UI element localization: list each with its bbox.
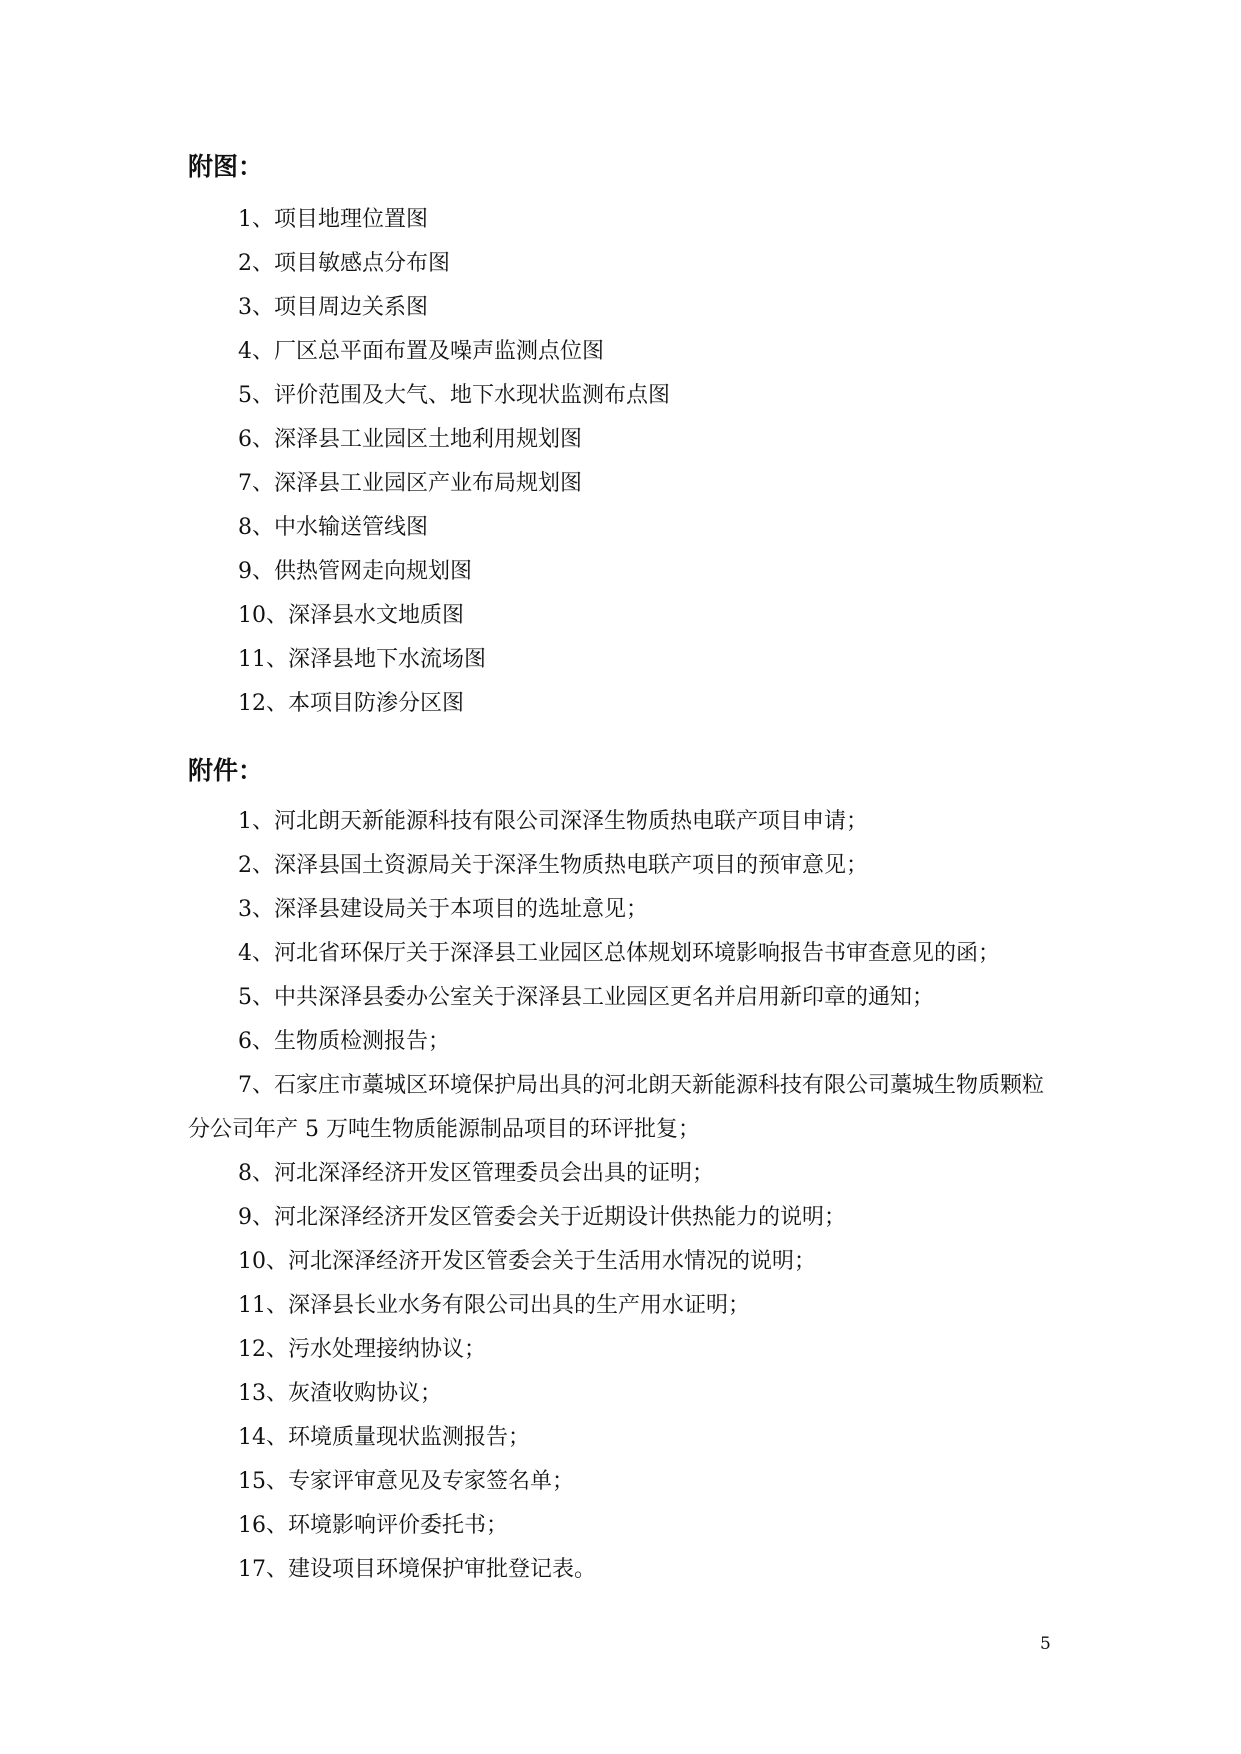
attachment-item: 15、专家评审意见及专家签名单；: [238, 1469, 574, 1494]
attachment-item: 17、建设项目环境保护审批登记表。: [238, 1557, 596, 1582]
figure-item: 6、深泽县工业园区土地利用规划图: [238, 427, 582, 452]
attachment-item: 14、环境质量现状监测报告；: [238, 1425, 530, 1450]
figure-item: 9、供热管网走向规划图: [238, 559, 472, 584]
figure-item: 8、中水输送管线图: [238, 515, 428, 540]
figure-item: 5、评价范围及大气、地下水现状监测布点图: [238, 383, 670, 408]
figure-item: 7、深泽县工业园区产业布局规划图: [238, 471, 582, 496]
figure-item: 11、深泽县地下水流场图: [238, 647, 486, 672]
attachment-item: 1、河北朗天新能源科技有限公司深泽生物质热电联产项目申请；: [238, 809, 868, 834]
attachment-item: 11、深泽县长业水务有限公司出具的生产用水证明；: [238, 1293, 750, 1318]
figure-item: 12、本项目防渗分区图: [238, 691, 464, 716]
figures-heading: 附图：: [188, 152, 264, 181]
attachment-item: 6、生物质检测报告；: [238, 1029, 450, 1054]
figure-item: 2、项目敏感点分布图: [238, 251, 450, 276]
attachments-heading: 附件：: [188, 756, 264, 785]
attachment-item: 2、深泽县国土资源局关于深泽生物质热电联产项目的预审意见；: [238, 853, 868, 878]
attachment-item: 9、河北深泽经济开发区管委会关于近期设计供热能力的说明；: [238, 1205, 846, 1230]
attachment-item: 12、污水处理接纳协议；: [238, 1337, 486, 1362]
figures-list: [188, 198, 1058, 726]
attachment-item: 3、深泽县建设局关于本项目的选址意见；: [238, 897, 648, 922]
attachment-item: 7、石家庄市藁城区环境保护局出具的河北朗天新能源科技有限公司藁城生物质颗粒分公司年产 5 万吨生物质能源制品项目的环评批复；: [188, 1073, 1044, 1142]
attachment-item: 4、河北省环保厅关于深泽县工业园区总体规划环境影响报告书审查意见的函；: [238, 941, 1000, 966]
figure-item: 4、厂区总平面布置及噪声监测点位图: [238, 339, 604, 364]
attachment-item: 10、河北深泽经济开发区管委会关于生活用水情况的说明；: [238, 1249, 816, 1274]
attachment-item: 8、河北深泽经济开发区管理委员会出具的证明；: [238, 1161, 714, 1186]
attachment-item: 16、环境影响评价委托书；: [238, 1513, 508, 1538]
attachments-list: [188, 800, 1058, 1592]
page-number: 5: [1040, 1634, 1051, 1654]
attachment-item: 5、中共深泽县委办公室关于深泽县工业园区更名并启用新印章的通知；: [238, 985, 934, 1010]
attachment-item: 13、灰渣收购协议；: [238, 1381, 442, 1406]
figure-item: 3、项目周边关系图: [238, 295, 428, 320]
figure-item: 10、深泽县水文地质图: [238, 603, 464, 628]
figure-item: 1、项目地理位置图: [238, 207, 428, 232]
